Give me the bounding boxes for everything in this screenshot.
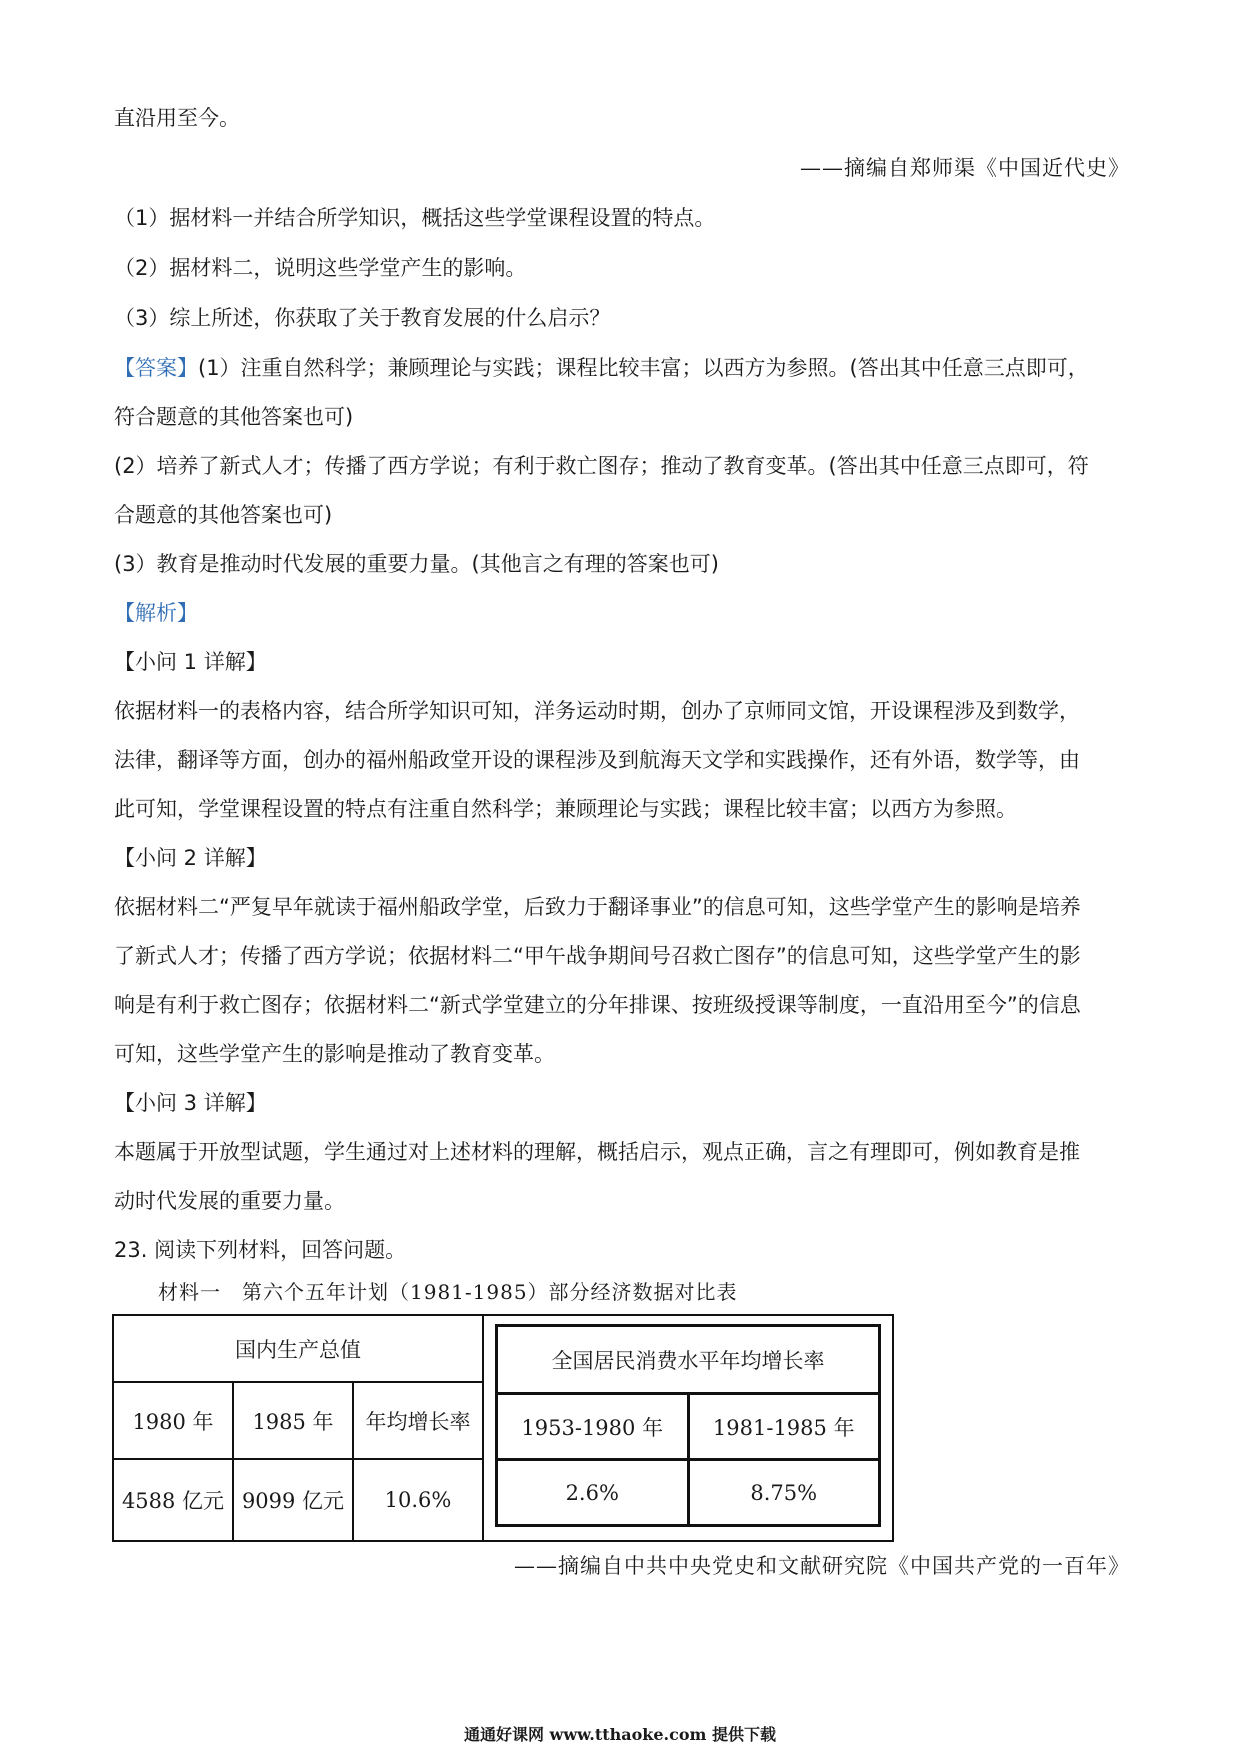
analysis-line: 响是有利于救亡图存；依据材料二“新式学堂建立的分年排课、按班级授课等制度，一直沿用至今”的信息 [114, 993, 1081, 1017]
question-1: （1）据材料一并结合所学知识，概括这些学堂课程设置的特点。 [114, 206, 716, 230]
gdp-col-1980: 1980 年 [113, 1382, 233, 1459]
analysis-line: 动时代发展的重要力量。 [114, 1189, 345, 1213]
page-footer: 通通好课网 www.tthaoke.com 提供下载 [463, 1725, 777, 1744]
analysis-line: 本题属于开放型试题，学生通过对上述材料的理解，概括启示，观点正确，言之有理即可，例如教育是推 [114, 1140, 1080, 1164]
source-citation: ——摘编自郑师渠《中国近代史》 [800, 156, 1130, 180]
answer-line-3: (2）培养了新式人才；传播了西方学说；有利于救亡图存；推动了教育变革。(答出其中任意三点即可，符 [114, 454, 1089, 478]
answer-text: (1）注重自然科学；兼顾理论与实践；课程比较丰富；以西方为参照。(答出其中任意三点即可， [198, 356, 1089, 380]
gdp-val-growth: 10.6% [353, 1459, 483, 1541]
analysis-line: 可知，这些学堂产生的影响是推动了教育变革。 [114, 1042, 555, 1066]
consume-col-1981-1985: 1981-1985 年 [688, 1394, 880, 1460]
subquestion-3-title: 【小问 3 详解】 [114, 1091, 267, 1115]
gdp-val-1980: 4588 亿元 [113, 1459, 233, 1541]
analysis-line: 此可知，学堂课程设置的特点有注重自然科学；兼顾理论与实践；课程比较丰富；以西方为参照。 [114, 797, 1017, 821]
consume-header: 全国居民消费水平年均增长率 [497, 1326, 880, 1394]
table-source-citation: ——摘编自中共中央党史和文献研究院《中国共产党的一百年》 [514, 1554, 1130, 1578]
gdp-val-1985: 9099 亿元 [233, 1459, 353, 1541]
answer-tag: 【答案】 [114, 356, 198, 380]
gdp-col-1985: 1985 年 [233, 1382, 353, 1459]
question-2: （2）据材料二，说明这些学堂产生的影响。 [114, 256, 527, 280]
material-caption: 材料一 第六个五年计划（1981-1985）部分经济数据对比表 [158, 1280, 738, 1304]
consume-table [495, 1324, 881, 1527]
consume-val-1981-1985: 8.75% [688, 1460, 880, 1526]
analysis-line: 法律，翻译等方面，创办的福州船政堂开设的课程涉及到航海天文学和实践操作，还有外语，数学等，由 [114, 748, 1080, 772]
gdp-table [112, 1314, 484, 1542]
answer-line-4: 合题意的其他答案也可) [114, 503, 333, 527]
analysis-line: 依据材料一的表格内容，结合所学知识可知，洋务运动时期，创办了京师同文馆，开设课程涉及到数学， [114, 699, 1080, 723]
answer-line-2: 符合题意的其他答案也可) [114, 405, 354, 429]
subquestion-1-title: 【小问 1 详解】 [114, 650, 267, 674]
question-3: （3）综上所述，你获取了关于教育发展的什么启示？ [114, 306, 611, 330]
subquestion-2-title: 【小问 2 详解】 [114, 846, 267, 870]
text-line: 直沿用至今。 [114, 106, 240, 130]
consume-val-1953-1980: 2.6% [497, 1460, 689, 1526]
answer-line-5: (3）教育是推动时代发展的重要力量。(其他言之有理的答案也可) [114, 552, 719, 576]
consume-col-1953-1980: 1953-1980 年 [497, 1394, 689, 1460]
analysis-line: 依据材料二“严复早年就读于福州船政学堂，后致力于翻译事业”的信息可知，这些学堂产生的影响是培养 [114, 895, 1081, 919]
analysis-line: 了新式人才；传播了西方学说；依据材料二“甲午战争期间号召救亡图存”的信息可知，这些学堂产生的影 [114, 944, 1081, 968]
analysis-tag: 【解析】 [114, 601, 198, 625]
answer-line-1 [114, 354, 1089, 382]
question-23-title: 23. 阅读下列材料，回答问题。 [114, 1238, 407, 1262]
gdp-header: 国内生产总值 [113, 1315, 483, 1382]
gdp-col-growth: 年均增长率 [353, 1382, 483, 1459]
